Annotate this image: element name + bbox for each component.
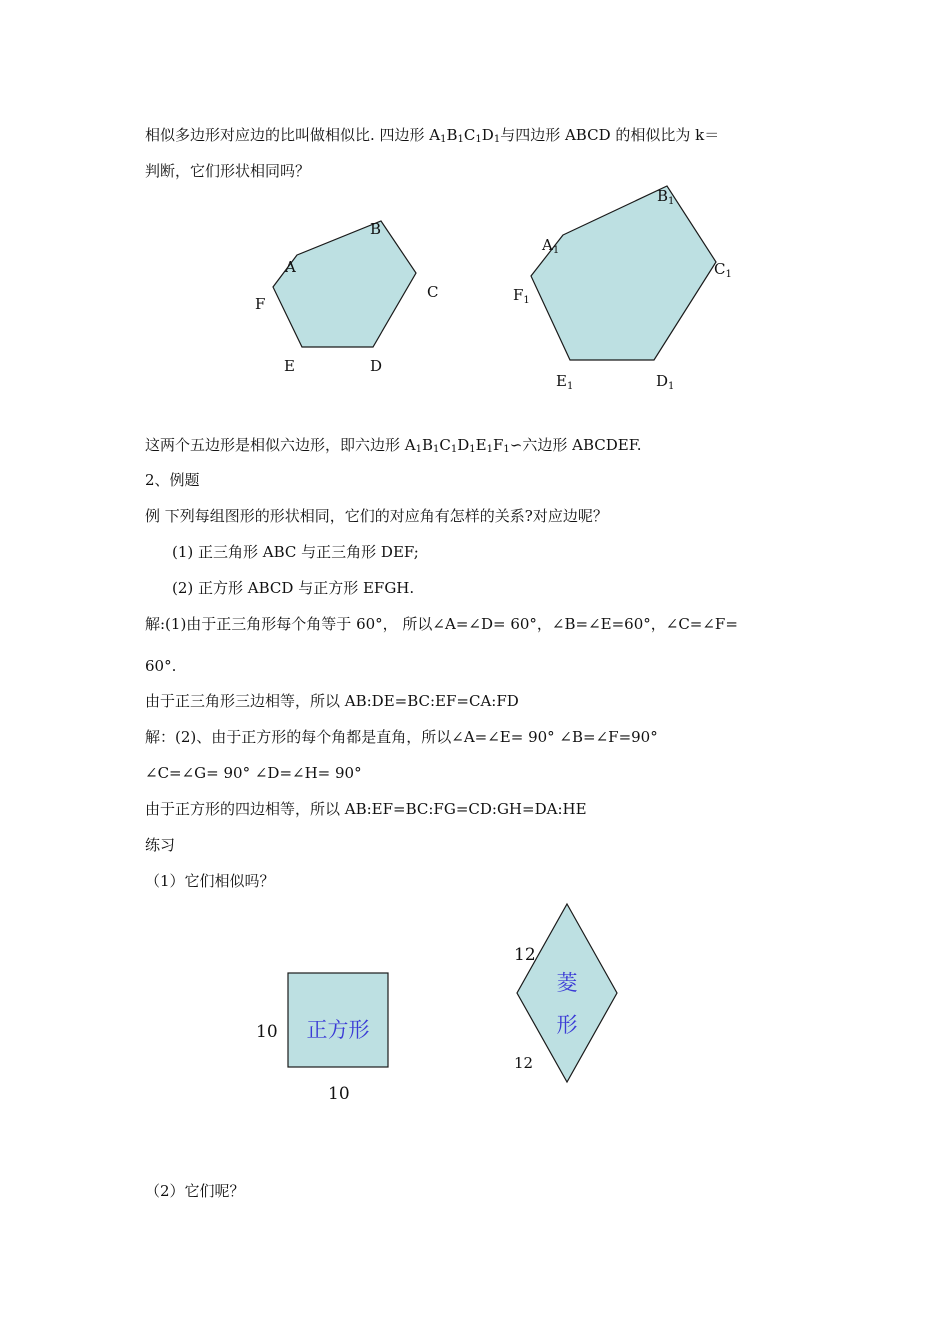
label-E: E [284,357,295,375]
text-line-3: 这两个五边形是相似六边形，即六边形 $A_1B_1C_1D_1E_1F_1∽$六边形 ABCDEF. [145,436,642,455]
square-side-left: 10 [256,1022,278,1042]
text-line-6: (1) 正三角形 ABC 与正三角形 DEF; [172,543,419,561]
text-line-16: （2）它们呢？ [145,1182,245,1200]
label-A1: $A_1$ [542,236,560,256]
text-line-1: 相似多边形对应边的比叫做相似比. 四边形 $A_1B_1C_1D_1$与四边形 ABCD 的相似比为 k＝ [145,126,720,145]
label-F: F [255,295,266,313]
text-line-8: 解:(1)由于正三角形每个角等于 60°， 所以∠A=∠D= 60°，∠B=∠E=60°，∠C=∠F= [145,615,738,633]
text-line-5: 例 下列每组图形的形状相同，它们的对应角有怎样的关系?对应边呢？ [145,507,608,525]
text-line-14: 练习 [145,836,176,854]
text-line-4: 2、例题 [145,471,200,489]
text-line-10: 由于正三角形三边相等，所以 AB:DE=BC:EF=CA:FD [145,692,519,710]
square-side-bottom: 10 [328,1084,350,1104]
small-hexagon [273,221,416,347]
text-line-15: （1）它们相似吗？ [145,872,275,890]
sub: 1 [475,134,482,145]
text-line-9: 60°. [145,657,177,675]
label-C: C [427,283,439,301]
label-E1: $E_1$ [556,372,574,392]
sub: 1 [493,134,501,145]
rhombus-text-1: 菱 [556,971,578,995]
label-A: A [285,258,296,276]
label-B: B [370,220,382,238]
text-line-7: (2) 正方形 ABCD 与正方形 EFGH. [172,579,415,597]
label-F1: $F_1$ [513,286,530,306]
sub: 1 [440,134,447,145]
label-D: D [370,357,383,375]
text-line-12: ∠C=∠G= 90° ∠D=∠H= 90° [145,764,362,782]
rhombus-side-top: 12 [514,945,536,965]
label-C1: $C_1$ [714,260,732,280]
square-text: 正方形 [306,1018,370,1042]
label-D1: $D_1$ [656,372,675,392]
rhombus-side-bottom: 12 [514,1054,534,1072]
rhombus-text-2: 形 [556,1013,578,1037]
text-line-2: 判断，它们形状相同吗？ [145,162,311,180]
text-line-11: 解：(2)、由于正方形的每个角都是直角，所以∠A=∠E= 90° ∠B=∠F=90° [145,728,658,746]
large-hexagon [531,186,716,360]
sub: 1 [457,134,464,145]
text-line-13: 由于正方形的四边相等，所以 AB:EF=BC:FG=CD:GH=DA:HE [145,800,587,818]
label-B1: $B_1$ [657,187,675,207]
